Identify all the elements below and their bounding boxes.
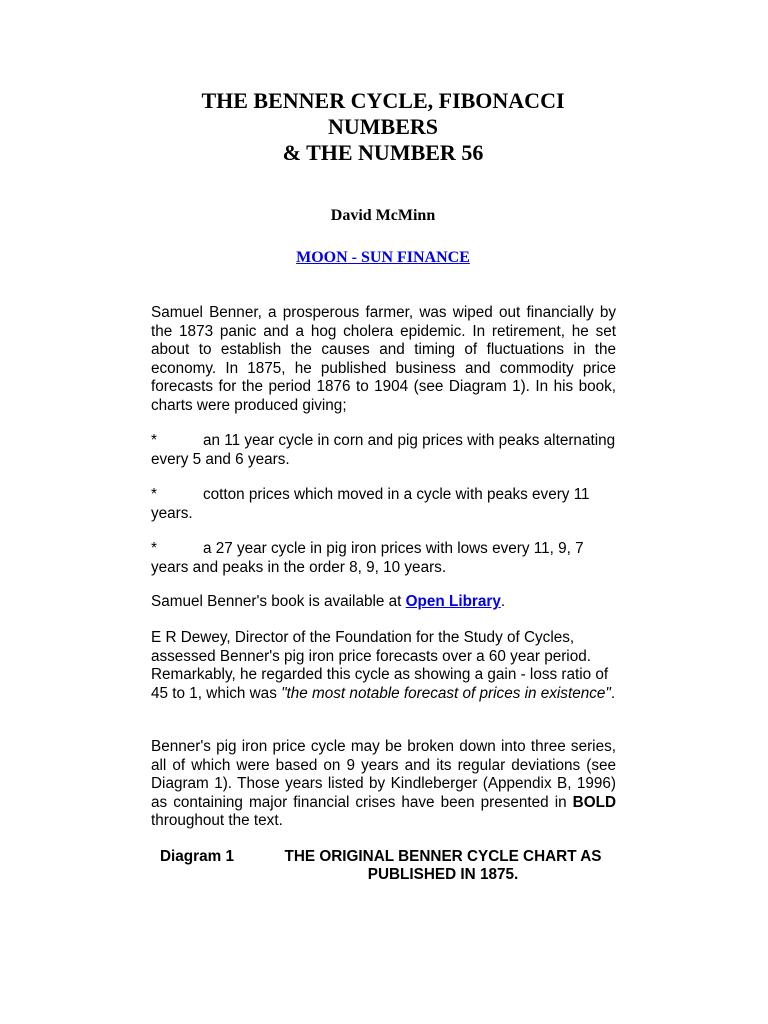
bullet-text: a 27 year cycle in pig iron prices with lows every 11, 9, 7 years and peaks in the order 8, 9, 10 years. [151,540,584,576]
dewey-quote: "the most notable forecast of prices in existence" [281,684,611,702]
bold-word: BOLD [572,793,616,811]
diagram-title [263,848,623,884]
bullet-marker: * [151,486,157,503]
bullet-text: cotton prices which moved in a cycle with peaks every 11 years. [151,486,590,522]
intro-paragraph: Samuel Benner, a prosperous farmer, was wiped out financially by the 1873 panic and a hog cholera epidemic. In retirement, he set about to establish the causes and timing of fluctuations in the economy. In 1875, he published business and commodity price forecasts for the period 1876 to 1904 (see Diagram 1). In his book, charts were produced giving; [151,304,616,414]
library-paragraph [151,593,616,612]
pig-iron-text: Benner's pig iron price cycle may be broken down into three series, all of which were based on 9 years and its regular deviations (see Diagram 1). Those years listed by Kindleberger (Appendix B, 1996) as containing major financial crises have been presented in [151,738,616,811]
pig-iron-end: throughout the text. [151,812,283,830]
bullet-item-pig-iron [151,540,616,577]
diagram-title-line-2: PUBLISHED IN 1875. [367,866,519,883]
bullet-marker: * [151,432,157,449]
bullet-item-cotton [151,486,616,523]
bullet-text: an 11 year cycle in corn and pig prices with peaks alternating every 5 and 6 years. [151,432,616,468]
dewey-paragraph [151,629,616,703]
site-link-container [150,249,616,267]
title-line-1: THE BENNER CYCLE, FIBONACCI [201,88,565,113]
pig-iron-paragraph [151,738,616,831]
author-name: David McMinn [330,207,436,224]
title-line-3: & THE NUMBER 56 [282,140,484,165]
page-title [150,88,616,166]
bullet-marker: * [151,540,157,557]
bullet-item-corn-pig [151,432,616,469]
open-library-link[interactable]: Open Library [405,593,501,610]
moon-sun-finance-link[interactable]: MOON - SUN FINANCE [296,249,470,266]
title-line-2: NUMBERS [327,114,438,139]
dewey-end: . [610,684,616,702]
library-prefix: Samuel Benner's book is available at [151,593,406,610]
diagram-number: Diagram 1 [160,848,234,865]
diagram-title-line-1: THE ORIGINAL BENNER CYCLE CHART AS [284,848,602,865]
library-suffix: . [500,593,506,610]
dewey-text: E R Dewey, Director of the Foundation for the Study of Cycles, assessed Benner's pig iron price forecasts over a 60 year period. Remarkably, he regarded this cycle as showing a gain - loss ratio of 45 to 1, which was [151,629,609,702]
